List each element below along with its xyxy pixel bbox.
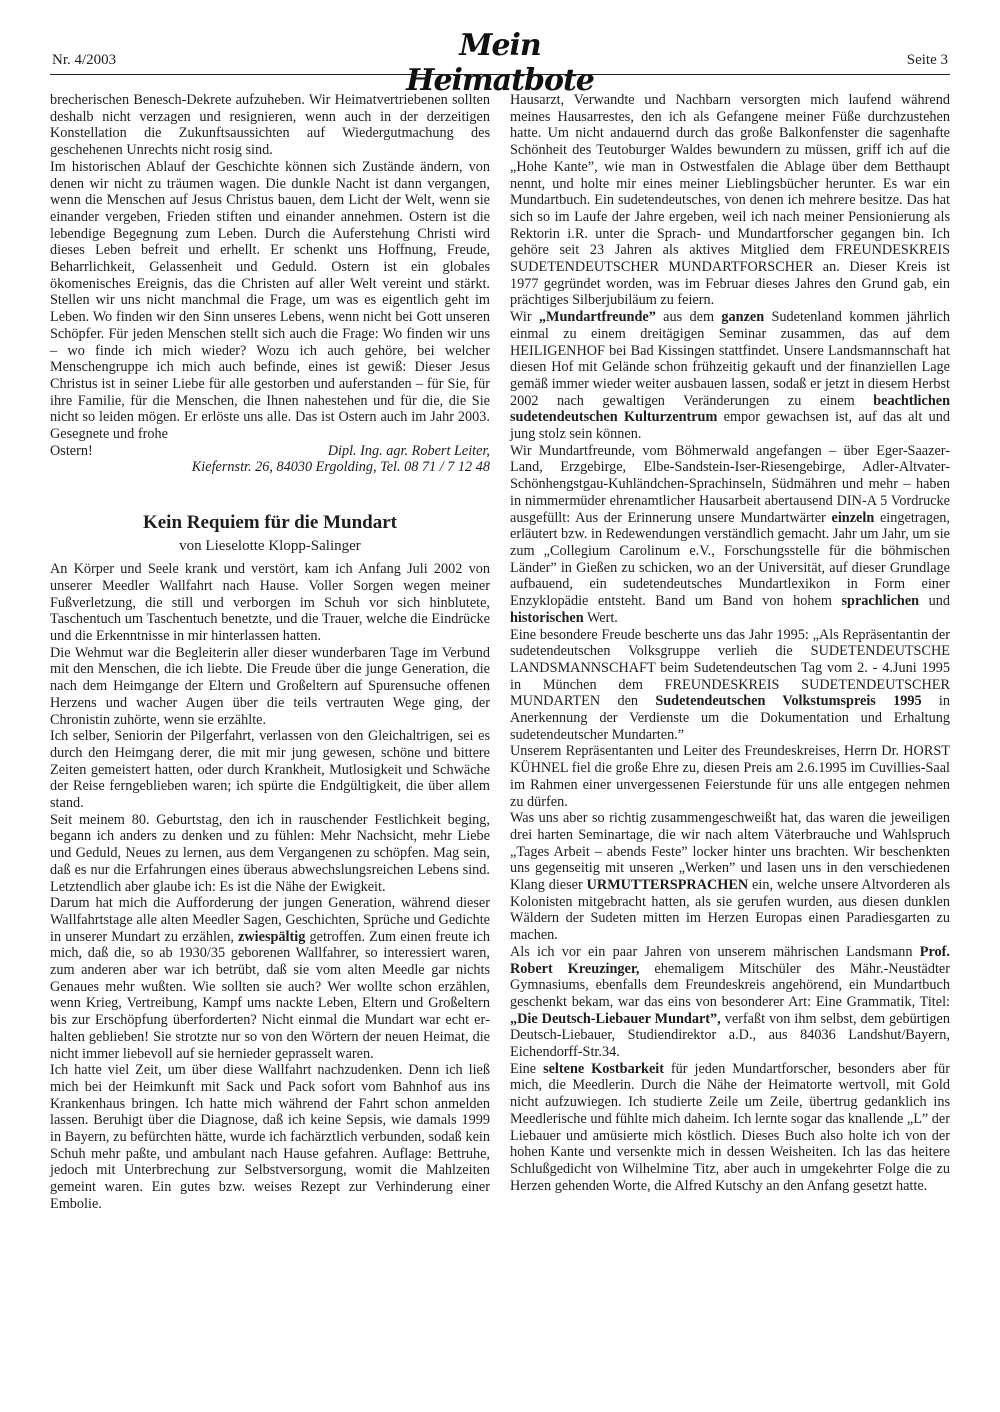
text-run: getroffen. Zum einen freute ich mich, daß die, so ab 1930/35 geborenen Wallfahrer, so interessiert waren, zum anderen aber war ich betrübt, daß sie vom alten Meedle gar nichts Genaues mehr wußten. Wie sollten sie auch? Wer wollte schon erzählen, wenn Krieg, Vertreibung, Kampf ums nackte Leben, Eltern und Großeltern bis zur Erschöpfung überforderten? Nicht einmal die Mundart war echt erhalten geblieben! Sie strotzte nur so von den Wörtern der neuen Heimat, die nicht immer liebevoll auf sie hernieder geprasselt waren. bbox=[50, 928, 490, 1062]
text-run: für jeden Mundartforscher, besonders aber für mich, die Meedlerin. Durch die Nähe der Heimatorte wertvoll, mit Gold nicht aufzuwiegen. Ich studierte Zeile um Zeile, übertrug gedanklich ins Meedlerische und fühlte mich daheim. Ich lernte sogar das knallende „L” der Liebauer und amüsierte mich köstlich. Dieses Buch also holte ich von der hohen Kante und versenkte mich in dessen Weisheiten. Ich las das heitere Schlußgedicht von Wilhelmine Titz, aber auch in umgekehrter Folge die zu Herzen gehenden Worte, die Alfred Kutschy an den Anfang gesetzt hatte. bbox=[510, 1060, 950, 1194]
text-run: eingetragen, erläutert bzw. in Redewendungen verständlich gemacht. Jahr um Jahr, um sie zum „Collegium Carolinum e.V., Forschungsstelle für die böhmischen Länder” in Gießen zu schicken, wo an der Universität, auf dieser Grundlage aufbauend, ein sudetendeutsches Mundartlexikon in Form einer Enzyklopädie entsteht. Band um Band von hohem bbox=[510, 509, 950, 610]
text-run: empor gewachsen ist, auf das alt und jung stolz sein können. bbox=[510, 409, 950, 443]
paragraph bbox=[510, 944, 950, 1061]
paragraph: Im historischen Ablauf der Geschichte können sich Zustände ändern, von denen wir nicht zu träumen wagen. Die dunkle Nacht ist dann vergangen, wenn die Menschen auf Jesus Christus bauen, dem Licht der Welt, wenn sie einander vergeben, Frieden stiften und einander annehmen. Ostern ist die lebendige Begegnung zum Leben. Durch die Auferstehung Christi wird dieses Leben befreit und erhellt. Er schenkt uns Hoffnung, Freude, Beharrlichkeit, Gelassenheit und Geduld. Ostern ist ein globales ökomenisches Ereignis, das die Christen auf aller Welt vereint und stärkt. Stellen wir uns nicht manchmal die Frage, um was es eigentlich geht im Leben. Wo finden wir den Sinn unseres Lebens, wenn nicht bei Gott unseren Schöpfer. Für jeden Menschen stellt sich auch die Frage: Wo finden wir uns – wo finde ich mich wieder? Wozu ich auch gehöre, bei welcher Menschengruppe ich mich auch befinde, eines ist gewiß: Dieser Jesus Christus ist in seiner Liebe für alle gestorben und auferstanden – für Sie, für ihre Familie, für die Menschen, die Ihnen nahestehen und für die, die Sie nicht so leiden mögen. Er erlöste uns alle. Das ist Ostern auch im Jahr 2003. Gesegnete und frohe bbox=[50, 158, 490, 443]
page-number: Seite 3 bbox=[906, 52, 948, 68]
text-run: Was uns aber so richtig zusammengeschweißt hat, das waren die jeweiligen drei harten Seminartage, die wir nach altem Väterbrauche und Wahlspruch „Tages Arbeit – abends Feste” locker hinter uns brachten. Wir beschenkten uns gegenseitig mit unseren „Werken” und lasen uns in den verschiedenen Klang dieser bbox=[510, 810, 950, 894]
left-column bbox=[50, 92, 490, 1213]
bold-run: „Mundartfreunde” bbox=[538, 309, 656, 326]
signature-line bbox=[50, 443, 490, 460]
paragraph: An Körper und Seele krank und verstört, kam ich Anfang Juli 2002 von unserer Meedler Wallfahrt nach Hause. Voller Sorgen wegen meiner Fußverletzung, die still und verborgen im Schuh vor sich hinblutete, Taschentuch um Taschentuch benetzte, und die Trauer, welche die Eindrücke und die Erkenntnisse in mir hinterlassen hatten. bbox=[50, 561, 490, 644]
bold-run: zwiespältig bbox=[238, 928, 306, 945]
text-run: verfaßt von ihm selbst, dem gebürtigen Deutsch-Liebauer, Studiendirektor a.D., aus 84036 Landshut/Bayern, Eichendorff-Str.34. bbox=[510, 1010, 950, 1061]
author-name: Dipl. Ing. agr. Robert Leiter, bbox=[327, 442, 490, 459]
bold-run: sprachlichen bbox=[841, 593, 920, 610]
paragraph: Ich hatte viel Zeit, um über diese Wallfahrt nachzudenken. Denn ich ließ mich bei der Heimkunft mit Sack und Pack sofort vom Bahnhof aus ins Krankenhaus bringen. Ich hatte mich während der Fahrt schon anmelden lassen. Beruhigt über die Diagnose, daß ich keine Sepsis, wie damals 1999 in Bayern, zu befürchten hätte, wurde ich fachärztlich verbunden, sodaß kein Schuh mehr paßte, und ambulant nach Hause gefahren. Auflage: Bettruhe, jedoch mit Unterbrechung zur Selbstversorgung, womit die Mahlzeiten gemeint waren. Ein gutes bzw. weises Rezept zur Verhinderung einer Embolie. bbox=[50, 1062, 490, 1212]
paragraph: Hausarzt, Verwandte und Nachbarn versorgten mich laufend während meines Hausarrestes, den ich als Gefangene meiner Füße durchzustehen hatte. Um nicht andauernd durch das große Balkonfenster die sagenhafte Schönheit des Teutoburger Waldes bewundern zu müssen, griff ich auf die „Hohe Kante”, wie man in Ostwestfalen die Ablage über dem Betthaupt nennt, und holte mir eines meiner Lieblingsbücher herunter. Es war ein Mundartbuch. Ein sudetendeutsches, von denen ich mehrere besitze. Das hat sich so im Laufe der Jahre ergeben, weil ich nach meiner Pensionierung als Rektorin i.R. unter die Sprach- und Mundartforscher gegangen bin. Ich gehöre seit 23 Jahren als aktives Mitglied dem FREUNDESKREIS SUDETENDEUTSCHER MUNDARTFORSCHER an. Dieser Kreis ist 1977 gegründet worden, was im Februar dieses Jahres den Grund gab, ein prächtiges Silberjubiläum zu feiern. bbox=[510, 92, 950, 309]
bold-run: ganzen bbox=[721, 309, 765, 326]
bold-run: „Die Deutsch-Liebauer Mundart”, bbox=[510, 1010, 721, 1027]
issue-number: Nr. 4/2003 bbox=[52, 52, 117, 68]
paragraph bbox=[50, 895, 490, 1062]
masthead-logo: Mein Heimatbote bbox=[406, 28, 594, 98]
text-run: ehemaligem Mitschüler des Mähr.-Neustädter Gymnasiums, ebenfalls dem Freundeskreis angehörend, ein Mundartbuch geschenkt bekam, war das eins von besonderer Art: Eine Grammatik, Titel: bbox=[510, 960, 950, 1010]
text-run: Sudetenland kommen jährlich einmal zu einem dreitägigen Seminar zusammen, das auf dem HEILIGENHOF bei Bad Kissingen stattfindet. Unsere Landsmannschaft hat diesen Hof mit Gelände schon frühzeitig gekauft und der finanziellen Lage gemäß immer wieder weiter ausbauen lassen, sodaß er jetzt in diesem Herbst 2002 nach gewaltigen Veränderungen zu einem bbox=[510, 309, 950, 409]
bold-run: historischen bbox=[510, 609, 584, 626]
text-run: Als ich vor ein paar Jahren von unserem mährischen Landsmann bbox=[510, 943, 920, 960]
text-run: in Anerkennung der Verdienste um die Dokumentation und Erhaltung sudetendeutscher Mundarten.” bbox=[510, 693, 950, 743]
text-run: Darum hat mich die Aufforderung der jungen Generation, während dieser Wallfahrtstage alle alten Meedler Sagen, Geschichten, Sprüche und Gedichte in unserer Mundart zu erzählen, bbox=[50, 895, 490, 945]
bold-run: seltene Kostbarkeit bbox=[543, 1060, 664, 1077]
header-rule bbox=[50, 74, 950, 75]
text-run: ein, welche unsere Altvorderen als Kolonisten mitgebracht hatten, als sie gerufen wurden, aus diesen dunklen Wäldern der Sudeten mitten im Herzen Europas einen Paradiesgarten zu machen. bbox=[510, 877, 951, 944]
text-run: Wir Mundartfreunde, vom Böhmerwald angefangen – über Eger-Saazer-Land, Erzgebirge, Elbe-Sandstein-Iser-Riesengebirge, Adler-Altvater-Schönhengstgau-Kuhländchen-Sprachinseln, Südmähren und mehr – haben in nimmermüder ehrenamtlicher Hausarbeit abertausend DIN-A 5 Vordrucke ausgefüllt: Aus der Erinnerung unsere Mundartwärter bbox=[510, 442, 950, 526]
text-run: aus dem bbox=[655, 309, 722, 326]
bold-run: beachtlichen sudetendeutschen Kulturzentrum bbox=[510, 392, 950, 426]
paragraph bbox=[510, 627, 950, 744]
text-run: und bbox=[919, 593, 951, 610]
paragraph: Unserem Repräsentanten und Leiter des Freundeskreises, Herrn Dr. HORST KÜHNEL fiel die große Ehre zu, diesen Preis am 2.6.1995 im Cuvillies-Saal im Rahmen einer unvergessenen Feierstunde für uns alle entgegen nehmen zu dürfen. bbox=[510, 743, 950, 810]
paragraph bbox=[510, 309, 950, 443]
bold-run: URMUTTERSPRACHEN bbox=[586, 877, 749, 894]
text-run: Wert. bbox=[583, 609, 618, 626]
article-title: Kein Requiem für die Mundart bbox=[142, 512, 398, 534]
paragraph: Die Wehmut war die Begleiterin aller dieser wunderbaren Tage im Verbund mit den Menschen, die ich liebte. Die Freude über die junge Generation, die nach dem Heimgange der Eltern und Großeltern auf Spurensuche offenen Herzens und wacher Augen über die teils vertrauten Wege ging, der Chronistin zuhörte, wenn sie erzählte. bbox=[50, 644, 490, 728]
text-run: Wir bbox=[510, 309, 539, 326]
paragraph: Ich selber, Seniorin der Pilgerfahrt, verlassen von den Gleichaltrigen, sei es durch den Heimgang derer, die mit mir jung gewesen, schöne und bittere Zeiten gemeistert hatten, oder durch Krankheit, Mutlosigkeit und Schwäche der Reise ferngeblieben waren; ich spürte die Endgültigkeit, die über allem stand. bbox=[50, 728, 490, 812]
bold-run: Sudetendeutschen Volkstumspreis 1995 bbox=[655, 693, 922, 710]
paragraph bbox=[510, 1061, 950, 1195]
paragraph bbox=[510, 443, 950, 627]
author-address: Kiefernstr. 26, 84030 Ergolding, Tel. 08 71 / 7 12 48 bbox=[191, 459, 490, 476]
paragraph bbox=[510, 810, 950, 944]
closing-word: Ostern! bbox=[50, 442, 93, 459]
paragraph: Seit meinem 80. Geburtstag, den ich in rauschender Festlichkeit beging, begann ich anders zu denken und zu fühlen: Mehr Nachsicht, mehr Liebe und Geduld, Neues zu lernen, aus dem Vergangenen zu schöpfen. Mag sein, daß es nur die Erfahrungen eines überaus abwechslungsreichen Lebens sind. Letztendlich aber glaube ich: Es ist die Nähe der Ewigkeit. bbox=[50, 811, 490, 895]
paragraph: brecherischen Benesch-Dekrete aufzuheben. Wir Heimatvertriebenen sollten deshalb nicht verzagen und resignieren, wenn auch in der derzeitigen Konstellation die Zukunftsaussichten auf Wiedergutmachung des geschehenen Unrechts nicht rosig sind. bbox=[50, 92, 490, 159]
bold-run: Prof. Robert Kreuzinger, bbox=[510, 943, 950, 977]
bold-run: einzeln bbox=[831, 509, 875, 526]
text-run: Eine bbox=[510, 1060, 544, 1077]
right-column bbox=[510, 92, 950, 1194]
text-run: Eine besondere Freude bescherte uns das Jahr 1995: „Als Repräsentantin der sudetendeutschen Volksgruppe verlieh die SUDETENDEUTSCHE LANDSMANNSCHAFT beim Sudetendeutschen Tag vom 2. - 4.Juni 1995 in München dem FREUNDESKREIS SUDETENDEUTSCHER MUNDARTEN den bbox=[510, 626, 950, 710]
article-byline: von Lieselotte Klopp-Salinger bbox=[179, 538, 361, 555]
